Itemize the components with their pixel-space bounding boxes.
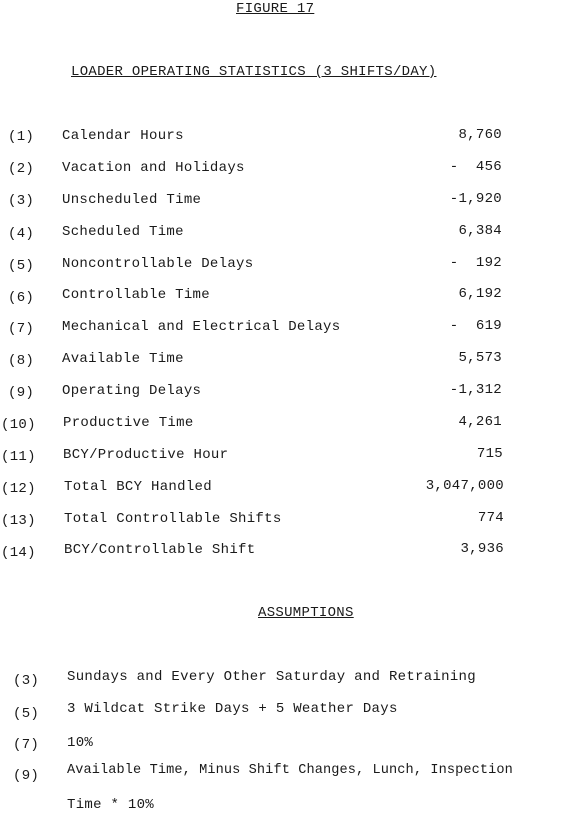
row-number: (4) (8, 226, 35, 242)
row-label: Scheduled Time (62, 224, 184, 240)
assumption-text: Sundays and Every Other Saturday and Retraining (67, 669, 476, 685)
row-number: (6) (8, 290, 35, 306)
row-value: 6,192 (458, 286, 502, 302)
row-label: BCY/Productive Hour (63, 447, 229, 463)
assumptions-heading: ASSUMPTIONS (258, 605, 354, 621)
row-value: 3,047,000 (425, 478, 504, 494)
row-value: -1,920 (449, 191, 502, 207)
row-number: (3) (8, 193, 35, 209)
row-label: BCY/Controllable Shift (64, 542, 256, 558)
assumption-text: 3 Wildcat Strike Days + 5 Weather Days (67, 701, 398, 717)
row-value: -1,312 (449, 382, 502, 398)
row-value: 5,573 (458, 350, 502, 366)
row-label: Controllable Time (62, 287, 210, 303)
row-number: (5) (8, 258, 35, 274)
row-label: Total BCY Handled (64, 479, 212, 495)
assumption-number: (7) (13, 737, 40, 753)
row-value: 4,261 (458, 414, 502, 430)
row-number: (9) (8, 385, 35, 401)
row-value: 715 (476, 446, 503, 462)
row-number: (11) (1, 449, 36, 465)
row-number: (14) (1, 545, 36, 561)
row-label: Vacation and Holidays (62, 160, 245, 176)
row-value: 3,936 (460, 541, 504, 557)
row-value: - 456 (449, 159, 502, 175)
row-number: (2) (8, 161, 35, 177)
row-label: Calendar Hours (62, 128, 184, 144)
row-value: 774 (477, 510, 504, 526)
page-title: LOADER OPERATING STATISTICS (3 SHIFTS/DAY) (71, 64, 437, 80)
assumption-number: (5) (13, 706, 40, 722)
row-label: Noncontrollable Delays (62, 256, 254, 272)
row-label: Mechanical and Electrical Delays (62, 319, 341, 335)
row-value: - 192 (449, 255, 502, 271)
row-label: Operating Delays (62, 383, 202, 399)
row-value: - 619 (449, 318, 502, 334)
row-number: (10) (1, 417, 36, 433)
row-label: Available Time (62, 351, 184, 367)
figure-label: FIGURE 17 (236, 1, 315, 17)
assumption-number: (9) (13, 768, 40, 784)
assumption-continuation: Time * 10% (67, 797, 155, 813)
row-label: Total Controllable Shifts (64, 511, 282, 527)
assumption-number: (3) (13, 673, 40, 689)
row-number: (13) (1, 513, 36, 529)
row-number: (12) (1, 481, 36, 497)
assumption-text: 10% (67, 735, 94, 751)
assumption-text: Available Time, Minus Shift Changes, Lunch, Inspection (67, 763, 513, 778)
row-number: (7) (8, 321, 35, 337)
row-label: Productive Time (63, 415, 194, 431)
row-value: 6,384 (458, 223, 502, 239)
row-value: 8,760 (458, 127, 502, 143)
row-number: (1) (8, 129, 35, 145)
row-number: (8) (8, 353, 35, 369)
row-label: Unscheduled Time (62, 192, 202, 208)
